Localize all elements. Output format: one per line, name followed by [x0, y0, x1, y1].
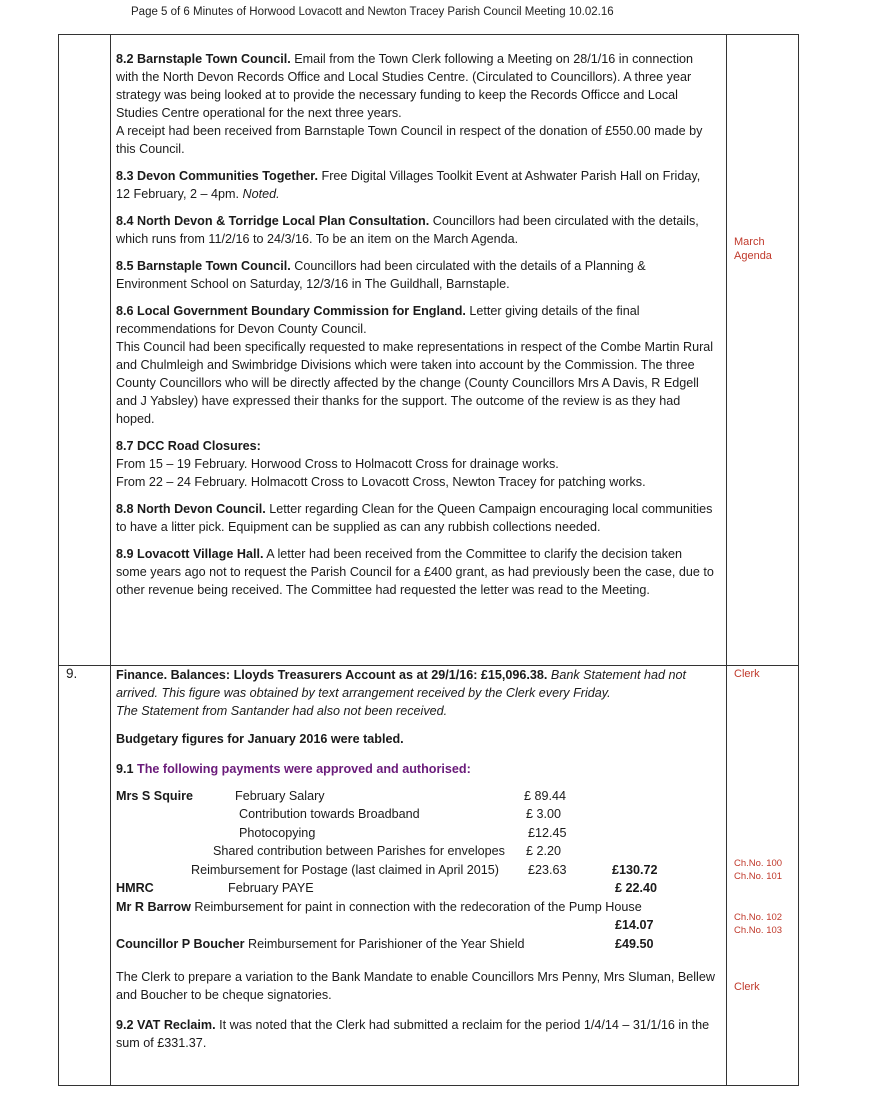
item-text: Councillors had been circulated with the details, which runs from 11/2/16 to 24/3/16. To be an item on the March Agenda.	[116, 214, 699, 246]
payment-desc: Reimbursement for Postage (last claimed in April 2015)	[191, 863, 499, 877]
item-heading: 8.9 Lovacott Village Hall.	[116, 547, 264, 561]
item-text: Letter regarding Clean for the Queen Campaign encouraging local communities to have a litter pick. Equipment can be supplied as can any rubbish collections needed.	[116, 502, 713, 534]
payments-number: 9.1	[116, 762, 134, 776]
section-9-finance	[116, 666, 716, 778]
item-text: Email from the Town Clerk following a Meeting on 28/1/16 in connection with the North Devon Records Office and Local Studies Centre. (Circulated to Councillors). A three year strategy was being looked at to provide the necessary funding to keep the Records Officce and Local Studies Centre operational for the next three years.	[116, 52, 694, 120]
payment-amount: £23.63	[528, 863, 567, 877]
item-heading: 8.4 North Devon & Torridge Local Plan Consultation.	[116, 214, 430, 228]
vat-text: It was noted that the Clerk had submitted a reclaim for the period 1/4/14 – 31/1/16 in the sum of £331.37.	[116, 1018, 710, 1050]
item-8-5	[116, 257, 716, 293]
payment-desc: Reimbursement for paint in connection with the redecoration of the Pump House	[190, 900, 642, 914]
road-closure-line: From 22 – 24 February. Holmacott Cross to Lovacott Cross, Newton Tracey for patching works.	[116, 475, 646, 489]
item-heading: 8.2 Barnstaple Town Council.	[116, 52, 291, 66]
page-header: Page 5 of 6 Minutes of Horwood Lovacott and Newton Tracey Parish Council Meeting 10.02.16	[131, 6, 614, 18]
finance-note: Bank Statement had not arrived. This figure was obtained by text arrangement received by the Clerk every Friday.	[116, 668, 687, 700]
finance-heading: Finance. Balances: Lloyds Treasurers Account as at 29/1/16: £15,096.38.	[116, 668, 548, 682]
item-heading: 8.5 Barnstaple Town Council.	[116, 259, 291, 273]
margin-note-text: Ch.No. 100	[734, 858, 783, 869]
item-heading: 8.3 Devon Communities Together.	[116, 169, 319, 183]
payment-total: £14.07	[615, 918, 654, 932]
item-8-3	[116, 167, 716, 203]
payments-heading: The following payments were approved and authorised:	[133, 762, 471, 776]
payee-barrow: Mr R Barrow	[116, 900, 191, 914]
item-text: This Council had been specifically requested to make representations in respect of the Combe Martin Rural and Chulmleigh and Swimbridge Divisions which were taken into account by the Commission. The three County Councillors who will be directly affected by the change (County Councillors Mrs A Davis, R Edgell and J Yabsley) have expressed their thanks for the support. The outcome of the review is as they had hoped.	[116, 340, 714, 426]
payment-desc: Contribution towards Broadband	[239, 807, 420, 821]
item-8-9	[116, 545, 716, 599]
item-8-4	[116, 212, 716, 248]
margin-note-text: Ch.No. 102	[734, 912, 783, 923]
margin-note-text: Ch.No. 101	[734, 871, 783, 882]
item-text: A letter had been received from the Committee to clarify the decision taken some years ago not to request the Parish Council for a £400 grant, as had previously been the case, due to other revenue being received. The Committee had requested the letter was read to the Meeting.	[116, 547, 714, 597]
budget-text: Budgetary figures for January 2016 were tabled.	[116, 732, 404, 746]
margin-note-text: March	[734, 236, 765, 248]
payment-amount: £ 2.20	[526, 844, 562, 858]
payment-total: £ 22.40	[615, 881, 658, 895]
item-text: Councillors had been circulated with the details of a Planning & Environment School on Saturday, 12/3/16 in The Guildhall, Barnstaple.	[116, 259, 646, 291]
item-number-9: 9.	[66, 666, 78, 681]
payment-desc: Shared contribution between Parishes for envelopes	[213, 844, 505, 858]
item-8-8	[116, 500, 716, 536]
item-heading: 8.8 North Devon Council.	[116, 502, 266, 516]
payment-amount: £12.45	[528, 826, 567, 840]
margin-note-cheques-2	[734, 911, 782, 937]
payment-amount: £ 89.44	[524, 789, 567, 803]
column-divider-right	[726, 35, 727, 1085]
bank-mandate	[116, 968, 716, 1052]
payment-desc: Photocopying	[239, 826, 316, 840]
payment-total: £130.72	[612, 863, 658, 877]
margin-note-clerk: Clerk	[734, 668, 760, 680]
item-8-6	[116, 302, 716, 428]
item-text: Letter giving details of the final recommendations for Devon County Council.	[116, 304, 640, 336]
item-8-2	[116, 50, 716, 158]
payment-total: £49.50	[615, 937, 654, 951]
margin-note-cheques-1	[734, 857, 782, 883]
payee-boucher: Councillor P Boucher	[116, 937, 245, 951]
item-heading: 8.6 Local Government Boundary Commission for England.	[116, 304, 466, 318]
noted-text: Noted.	[242, 187, 280, 201]
payee-hmrc: HMRC	[116, 881, 154, 895]
margin-note-clerk-mandate: Clerk	[734, 981, 760, 993]
margin-note-text: Agenda	[734, 250, 772, 262]
section-8-items	[116, 50, 716, 608]
mandate-text: The Clerk to prepare a variation to the Bank Mandate to enable Councillors Mrs Penny, Mrs Sluman, Bellew and Boucher to be cheque signatories.	[116, 970, 715, 1002]
road-closure-line: From 15 – 19 February. Horwood Cross to Holmacott Cross for drainage works.	[116, 457, 559, 471]
payment-desc: Reimbursement for Parishioner of the Year Shield	[244, 937, 525, 951]
finance-balances	[116, 666, 716, 720]
item-heading: 8.7 DCC Road Closures:	[116, 439, 261, 453]
item-text: A receipt had been received from Barnstaple Town Council in respect of the donation of £550.00 made by this Council.	[116, 124, 703, 156]
payment-desc: February PAYE	[228, 881, 314, 895]
item-8-7	[116, 437, 716, 491]
margin-note-text: Ch.No. 103	[734, 925, 783, 936]
payment-amount: £ 3.00	[526, 807, 562, 821]
finance-note: The Statement from Santander had also not been received.	[116, 704, 448, 718]
column-divider-left	[110, 35, 111, 1085]
item-text: Free Digital Villages Toolkit Event at Ashwater Parish Hall on Friday, 12 February, 2 – 4pm.	[116, 169, 701, 201]
vat-heading: 9.2 VAT Reclaim.	[116, 1018, 216, 1032]
payment-desc: February Salary	[235, 789, 325, 803]
margin-note-march-agenda	[734, 235, 772, 263]
payee-squire: Mrs S Squire	[116, 789, 193, 803]
